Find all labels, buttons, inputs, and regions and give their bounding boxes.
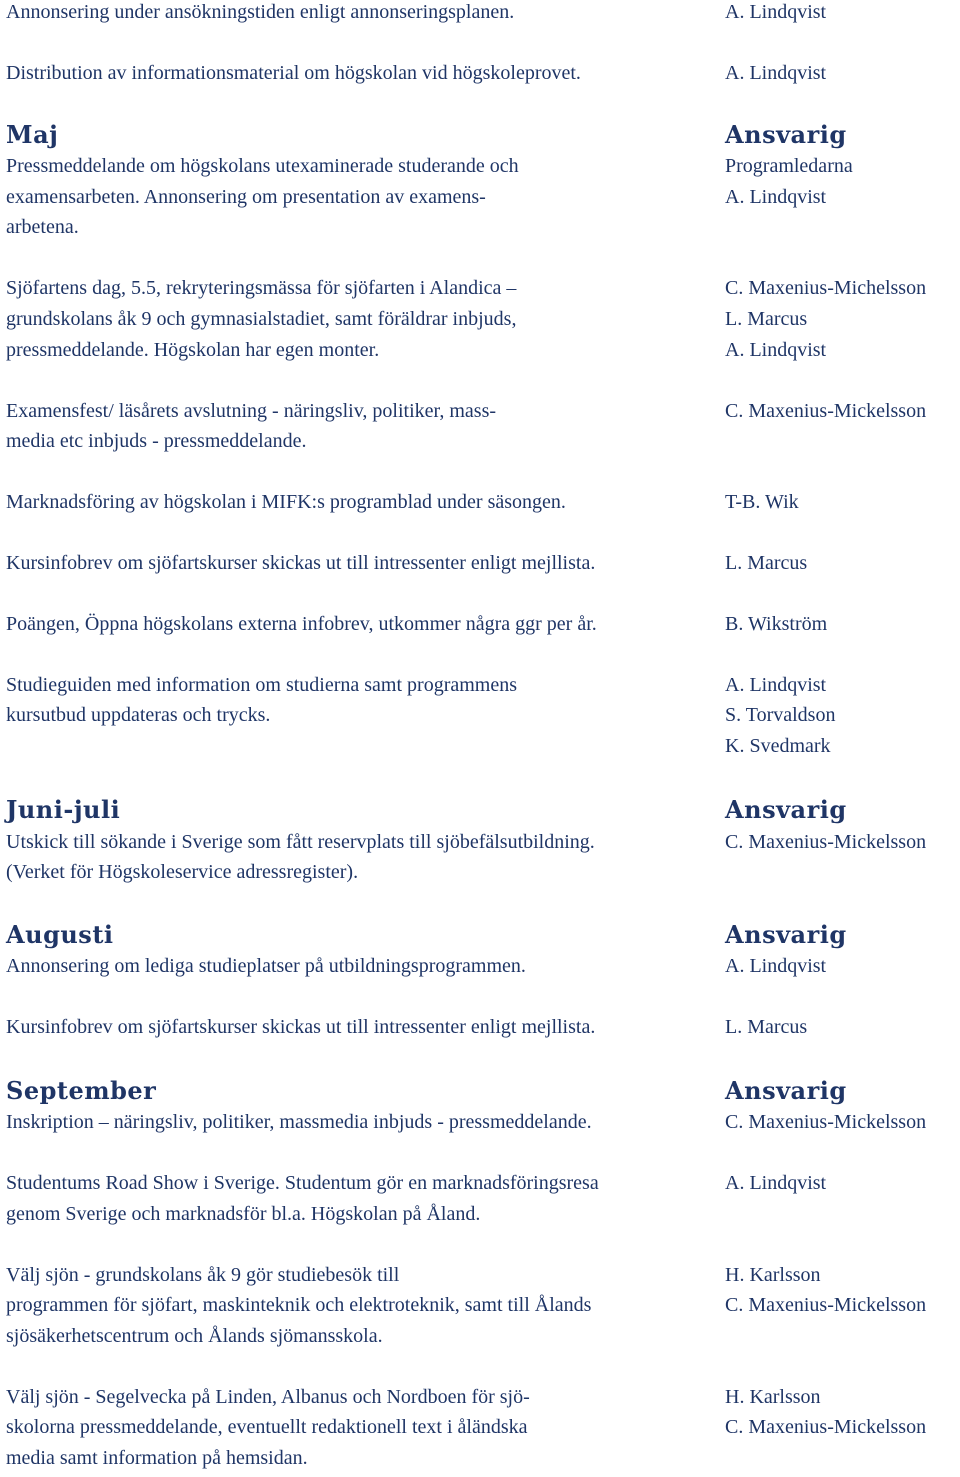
activity-text: arbetena. xyxy=(6,216,79,238)
responsible-person: A. Lindqvist xyxy=(725,186,827,208)
activity-text: Sjöfartens dag, 5.5, rekryteringsmässa för sjöfarten i Alandica – xyxy=(6,277,517,299)
responsible-person: Programledarna xyxy=(725,155,853,177)
responsible-person: H. Karlsson xyxy=(725,1264,821,1286)
responsible-person: C. Maxenius-Mickelsson xyxy=(725,1294,927,1316)
responsible-person: A. Lindqvist xyxy=(725,674,827,696)
responsible-person: T-B. Wik xyxy=(725,491,799,513)
activity-text: Marknadsföring av högskolan i MIFK:s programblad under säsongen. xyxy=(6,491,566,513)
activity-text: Utskick till sökande i Sverige som fått reservplats till sjöbefälsutbildning. xyxy=(6,831,595,853)
responsible-person: B. Wikström xyxy=(725,613,828,635)
responsible-person: L. Marcus xyxy=(725,1016,808,1038)
responsible-person: C. Maxenius-Mickelsson xyxy=(725,1416,927,1438)
activity-text: grundskolans åk 9 och gymnasialstadiet, samt föräldrar inbjuds, xyxy=(6,308,517,330)
responsible-person: L. Marcus xyxy=(725,308,808,330)
activity-text: media samt information på hemsidan. xyxy=(6,1447,308,1469)
activity-text: Kursinfobrev om sjöfartskurser skickas ut till intressenter enligt mejllista. xyxy=(6,1016,596,1038)
month-heading: Maj xyxy=(6,120,59,149)
responsible-heading: Ansvarig xyxy=(725,120,847,149)
activity-text: media etc inbjuds - pressmeddelande. xyxy=(6,430,307,452)
responsible-person: A. Lindqvist xyxy=(725,1,827,23)
activity-text: sjösäkerhetscentrum och Ålands sjömansskola. xyxy=(6,1325,383,1347)
responsible-person: A. Lindqvist xyxy=(725,955,827,977)
month-heading: Juni-juli xyxy=(6,795,121,824)
activity-text: skolorna pressmeddelande, eventuellt redaktionell text i åländska xyxy=(6,1416,528,1438)
activity-text: genom Sverige och marknadsför bl.a. Högskolan på Åland. xyxy=(6,1203,481,1225)
responsible-person: L. Marcus xyxy=(725,552,808,574)
responsible-person: C. Maxenius-Mickelsson xyxy=(725,831,927,853)
responsible-person: A. Lindqvist xyxy=(725,339,827,361)
activity-text: pressmeddelande. Högskolan har egen monter. xyxy=(6,339,380,361)
activity-text: Annonsering under ansökningstiden enligt annonseringsplanen. xyxy=(6,1,515,23)
responsible-heading: Ansvarig xyxy=(725,920,847,949)
activity-text: Studieguiden med information om studierna samt programmens xyxy=(6,674,518,696)
activity-text: Välj sjön - grundskolans åk 9 gör studiebesök till xyxy=(6,1264,400,1286)
activity-text: Examensfest/ läsårets avslutning - näringsliv, politiker, mass- xyxy=(6,400,497,422)
responsible-person: A. Lindqvist xyxy=(725,1172,827,1194)
activity-text: Poängen, Öppna högskolans externa infobrev, utkommer några ggr per år. xyxy=(6,613,597,635)
responsible-person: C. Maxenius-Michelsson xyxy=(725,277,927,299)
responsible-person: H. Karlsson xyxy=(725,1386,821,1408)
responsible-person: K. Svedmark xyxy=(725,735,831,757)
activity-text: Annonsering om lediga studieplatser på utbildningsprogrammen. xyxy=(6,955,526,977)
month-heading: Augusti xyxy=(6,920,114,949)
responsible-person: S. Torvaldson xyxy=(725,704,836,726)
activity-text: Välj sjön - Segelvecka på Linden, Albanus och Nordboen för sjö- xyxy=(6,1386,530,1408)
activity-text: Distribution av informationsmaterial om högskolan vid högskoleprovet. xyxy=(6,62,581,84)
responsible-heading: Ansvarig xyxy=(725,795,847,824)
activity-text: Kursinfobrev om sjöfartskurser skickas ut till intressenter enligt mejllista. xyxy=(6,552,596,574)
activity-text: (Verket för Högskoleservice adressregister). xyxy=(6,861,359,883)
activity-text: kursutbud uppdateras och trycks. xyxy=(6,704,271,726)
activity-text: examensarbeten. Annonsering om presentation av examens- xyxy=(6,186,486,208)
responsible-heading: Ansvarig xyxy=(725,1076,847,1105)
activity-text: programmen för sjöfart, maskinteknik och elektroteknik, samt till Ålands xyxy=(6,1294,592,1316)
responsible-person: C. Maxenius-Mickelsson xyxy=(725,400,927,422)
responsible-person: A. Lindqvist xyxy=(725,62,827,84)
activity-text: Studentums Road Show i Sverige. Studentum gör en marknadsföringsresa xyxy=(6,1172,599,1194)
responsible-person: C. Maxenius-Mickelsson xyxy=(725,1111,927,1133)
activity-text: Pressmeddelande om högskolans utexaminerade studerande och xyxy=(6,155,519,177)
activity-text: Inskription – näringsliv, politiker, massmedia inbjuds - pressmeddelande. xyxy=(6,1111,592,1133)
month-heading: September xyxy=(6,1076,157,1105)
